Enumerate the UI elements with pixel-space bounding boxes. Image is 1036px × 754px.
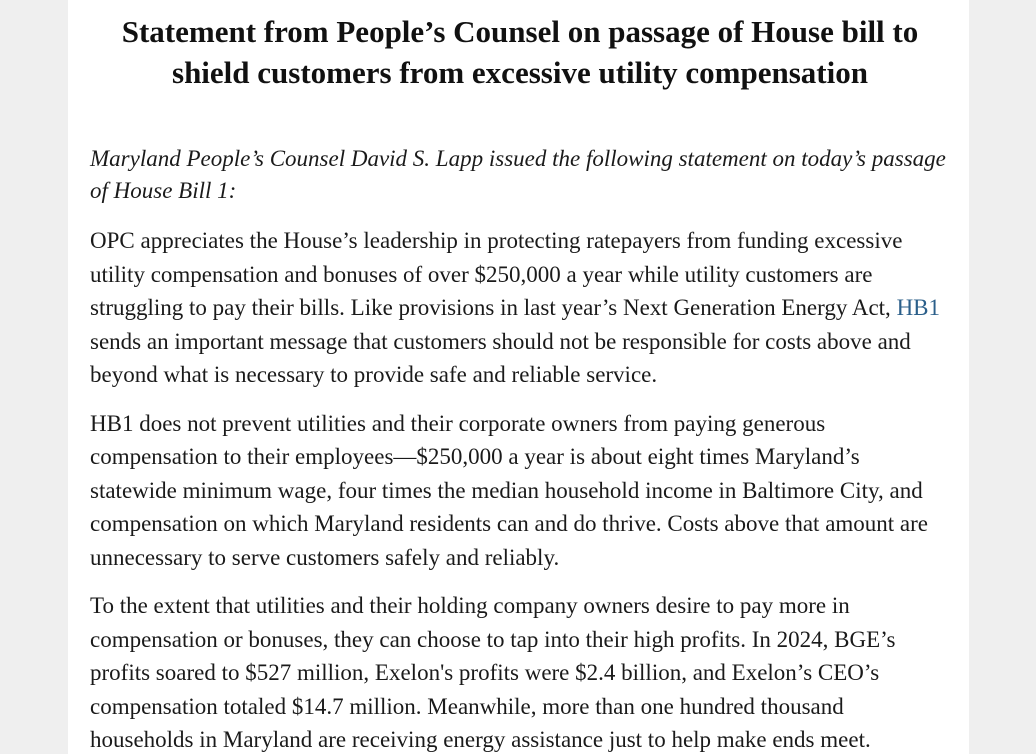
paragraph-3: To the extent that utilities and their holding company owners desire to pay more in compensation or bonuses, they can choose to tap into their high profits. In 2024, BGE’s profits soared to $527 million, Exelon's profits were $2.4 billion, and Exelon’s CEO’s compensation totaled $14.7 million. Meanwhile, more than one hundred thousand households in Maryland are receiving energy assistance just to help make ends meet.	[90, 593, 896, 752]
paragraph-1	[90, 224, 950, 392]
article-content	[90, 0, 950, 754]
hb1-link[interactable]: HB1	[896, 295, 941, 320]
paragraph-1-text-before-link: OPC appreciates the House’s leadership in protecting ratepayers from funding excessive utility compensation and bonuses of over $250,000 a year while utility customers are struggling to pay their bills. Like provisions in last year’s Next Generation Energy Act,	[90, 228, 903, 320]
paragraph-2: HB1 does not prevent utilities and their corporate owners from paying generous compensation to their employees—$250,000 a year is about eight times Maryland’s statewide minimum wage, four times the median household income in Baltimore City, and compensation on which Maryland residents can and do thrive. Costs above that amount are unnecessary to serve customers safely and reliably.	[90, 410, 929, 570]
paragraph-1-text-after-link: sends an important message that customers should not be responsible for costs above and beyond what is necessary to provide safe and reliable service.	[90, 328, 911, 387]
article-title: Statement from People’s Counsel on passage of House bill to shield customers from excessive utility compensation	[121, 14, 919, 90]
article-intro: Maryland People’s Counsel David S. Lapp issued the following statement on today’s passage of House Bill 1:	[90, 146, 946, 203]
article-page	[68, 0, 969, 754]
